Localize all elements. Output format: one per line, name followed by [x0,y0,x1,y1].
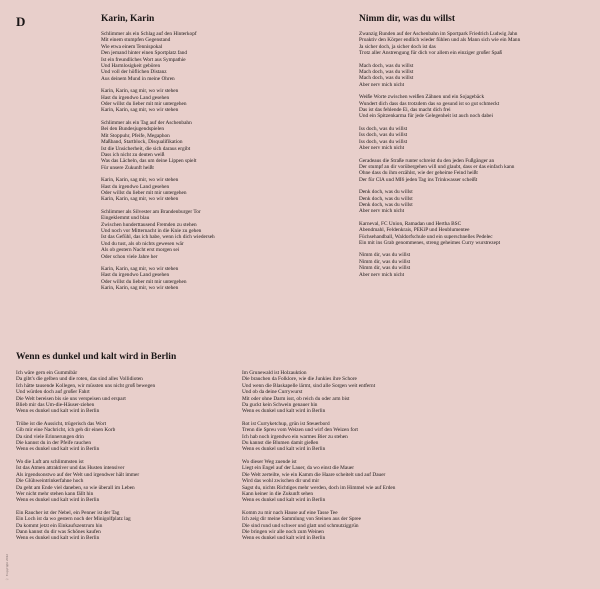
lyric-line: Aber nerv mich nicht [359,145,405,152]
lyric-line: Aber nerv mich nicht [359,81,405,88]
lyrics-karin [101,31,351,298]
lyric-line: Wenn es dunkel und kalt wird in Berlin [242,408,326,415]
lyric-stanza [359,63,594,89]
lyric-line: Ist ein freundliches Wort aus Sympathie [101,56,186,63]
lyric-line: Und wenn die Blaskapelle lärmt, sind alle Sorgen weit entfernt [242,382,376,389]
lyric-stanza [359,252,594,278]
song-title-nimm-dir: Nimm dir, was du willst [359,14,455,24]
lyric-line: Proaktiv den Körper endlich wieder fühlen und als Mann sich wie ein Mann [359,37,521,44]
lyric-line: Aus deinem Mund in meine Ohren [101,75,175,82]
lyric-line: Wenn es dunkel und kalt wird in Berlin [16,446,100,453]
lyric-line: Ohne dass du ihm erzählst, wie der geheime Feind heißt [359,170,478,177]
lyric-line: Das ist das fehlende Ei, das macht dich frei [359,107,451,114]
lyric-line: Denk doch, was du willst [359,201,413,208]
lyric-stanza [16,459,236,504]
lyric-line: Oder willst du lieber mit mir untergehen [101,278,187,285]
lyric-line: Wenn es dunkel und kalt wird in Berlin [16,535,100,542]
lyric-stanza [359,221,594,247]
lyric-line: Wenn es dunkel und kalt wird in Berlin [242,535,326,542]
lyric-line: Trotz aller Anstrengung für dich vor allem ein einziger großer Spaß [359,50,503,57]
lyric-line: Bei den Bundesjugendspielen [101,126,164,133]
lyric-line: Als ob gestern Nacht erst morgen sei [101,247,180,254]
lyric-line: Ein mit ins Grab genommenes, streng geheimes Curry wurstrezept [359,239,501,246]
lyric-line: Da geht am Ende viel daneben, so wie überall im Leben [16,484,135,491]
lyric-line: Ist das Gefühl, das ich habe, wenn ich dich wiederseh [101,234,215,241]
lyric-line: Weiße Worte zwischen weißen Zähnen und ein Sojagebäck [359,94,485,101]
lyric-line: Ist das Atmen attraktiver und das Husten intensiver [16,465,125,472]
lyric-line: Und du tust, als ob nichts gewesen wär [101,240,184,247]
lyric-line: Wundert dich dass das trotzdem das so gesund ist so gut schmeckt [359,100,500,107]
lyric-line: Die brauchen da Folklore, wie die Junkies ihre Schore [242,376,357,383]
lyric-line: Mit einem stumpfen Gegenstand [101,37,171,44]
lyric-line: Hast du irgendwo Land gesehen [101,183,170,190]
lyric-line: Komm zu mir nach Hause auf eine Tasse Tee [242,509,338,516]
lyric-line: Schlimmer als Silvester am Brandenburger Tor [101,208,201,215]
lyric-stanza [242,370,442,415]
lyric-line: Zwanzig Runden auf der Aschenbahn im Sportpark Friedrich Ludwig Jahn [359,31,518,37]
lyric-line: Schlimmer als ein Schlag auf den Hinterkopf [101,31,197,37]
lyric-line: Kann keiner in die Zukunft sehen [242,490,314,497]
lyric-line: Mach doch, was du willst [359,62,414,69]
lyric-line: Hast du irgendwo Land gesehen [101,94,170,101]
lyric-line: Denk doch, was du willst [359,189,413,196]
lyrics-berlin-col1 [16,370,236,548]
lyric-line: Der für CIA und MI6 jeden Tag ins Trinkwasser scheißt [359,176,478,183]
lyric-line: Ein Loch ist da wo gestern noch der Minigolfplatz lag [16,516,131,523]
lyric-line: Ja sicher doch, ja sicher doch ist das [359,43,436,50]
lyrics-nimm-dir [359,31,594,284]
lyric-line: Im Grunewald ist Holzauktion [242,370,307,376]
lyric-line: Wenn es dunkel und kalt wird in Berlin [16,497,100,504]
lyric-line: Ein Raucher ist der Nebel, ein Penner ist der Tag [16,509,120,516]
lyric-line: Und würden doch auf großer Fahrt [16,389,90,396]
lyric-line: Karin, Karin, sag mir, wo wir stehen [101,107,179,114]
page-letter-marker: D [16,14,26,29]
lyric-line: Und noch vor Mitternacht in die Knie zu gehen [101,227,202,234]
lyric-stanza [101,266,351,292]
lyric-stanza [101,31,351,82]
lyric-line: Nimm dir, was du willst [359,265,411,272]
lyric-line: Zwischen hunderttausend Fremden zu stehen [101,221,197,228]
lyric-stanza [16,370,236,415]
lyric-line: Wenn es dunkel und kalt wird in Berlin [16,408,100,415]
lyric-line: Die kannst du in der Pfeife rauchen [16,440,92,447]
lyric-line: Iss doch, was du willst [359,138,408,145]
lyric-line: Wenn es dunkel und kalt wird in Berlin [242,497,326,504]
lyric-line: Ich wäre gern ein Gummibär [16,370,78,376]
lyric-line: Oder schon viele Jahre her [101,253,158,260]
lyric-line: Da sind viele Erinnerungen drin [16,433,84,440]
lyric-line: Die Glühweintrinkerfahne hoch [16,478,84,485]
lyric-line: Wie etwa einem Tennispokal [101,43,163,50]
lyric-line: Trübe ist die Aussicht, trügerisch das Wort [16,420,107,427]
lyric-line: Aber nerv mich nicht [359,271,405,278]
lyric-line: Nimm dir, was du willst [359,252,411,259]
lyric-line: Iss doch, was du willst [359,132,408,139]
lyric-line: Mach doch, was du willst [359,69,414,76]
lyric-line: Oder willst du lieber mit mir untergehen [101,101,187,108]
lyric-line: Die sind rund und schwer und glatt und schmutziggrün [242,522,359,529]
lyric-line: Iss doch, was du willst [359,125,408,132]
lyric-line: Dass ich nicht zu deuten weiß [101,151,165,158]
lyric-line: Wo dieser Weg zuende ist [242,458,297,465]
lyric-line: Rot ist Curryketchup, grün ist Steuerbord [242,420,330,427]
lyric-line: Aber nerv mich nicht [359,208,405,215]
lyric-line: Nimm dir, was du willst [359,258,411,265]
lyric-line: Wenn es dunkel und kalt wird in Berlin [242,446,326,453]
lyric-line: Den jemand hinter einen Sportplatz fand [101,50,188,57]
lyric-line: Da guckt kein Schwein genauer hin [242,402,318,409]
lyrics-berlin-col2 [242,370,442,548]
lyric-line: Der stumpf an dir vorübergehen will und glaubt, dass er das einfach kann [359,163,515,170]
lyric-line: Da gibt's die gelben und die roten, das sind alles Vollidioten [16,376,143,383]
lyric-line: Oder willst du lieber mit mir untergehen [101,189,187,196]
song-title-karin: Karin, Karin [101,14,155,24]
lyric-line: Blieb mir das Um-die-Häuser-ziehen [16,402,95,409]
lyric-line: Wer nicht mehr stehen kann fällt hin [16,490,94,497]
lyric-stanza [242,510,442,542]
lyric-line: Schlimmer als ein Tag auf der Aschenbahn [101,119,192,126]
lyric-line: Und ob da deine Currywurst [242,389,303,396]
lyric-line: Und voll der höflichen Distanz [101,69,167,76]
lyric-line: Abendmahl, Feldenkrais, PEKiP und Heublumentee [359,227,470,234]
lyric-line: Mit Stoppuhr, Pfeife, Megaphon [101,132,170,139]
lyric-line: Du kannst die Blumen damit gießen [242,440,319,447]
lyric-line: Karin, Karin, sag mir, wo wir stehen [101,285,179,292]
lyric-line: Hast du irgendwo Land gesehen [101,272,170,279]
lyric-line: Dann kannst du dir was Schönes kaufen [16,528,101,535]
lyric-line: Karin, Karin, sag mir, wo wir stehen [101,196,179,203]
lyric-line: Liegt ein Engel auf der Lauer, da wo einst die Mauer [242,465,355,472]
lyric-line: Füchsehandball, Waldorfschule und ein superschnelles Pedelec [359,233,493,240]
lyric-stanza [359,189,594,215]
lyric-line: Maßband, Startblock, Disqualifikation [101,139,183,146]
lyric-line: Karin, Karin, sag mir, wo wir stehen [101,177,179,184]
lyric-line: Die Welt bereisen bis sie uns verspeisen und erspart [16,395,126,402]
lyric-line: Als irgendsonstwo auf der Welt und irgendwer hält immer [16,471,140,478]
lyric-stanza [359,158,594,184]
lyric-stanza [101,120,351,171]
lyric-line: Was das Lächeln, das um deine Lippen spielt [101,158,197,165]
lyric-line: Und Harmlosigkeit gebören [101,63,161,70]
lyric-line: Ich hätte tausende Kollegen, wir müssten uns nicht groß bewegen [16,382,156,389]
lyric-line: Gib mir eine Nachricht, ich geh dir einen Korb [16,427,116,434]
lyric-line: Da kommt jetzt ein Einkaufszentrum hin [16,522,103,529]
lyric-line: Sagst du, nichts Richtiges mehr werden, doch im Himmel wie auf Erden [242,484,396,491]
lyric-line: Karneval, FC Union, Ramadan und Hertha BSC [359,220,462,227]
lyric-line: Karin, Karin, sag mir, wo wir stehen [101,88,179,95]
lyric-line: Wird das wohl zwischen dir und mir [242,478,320,485]
lyric-line: Ich zeig dir meine Sammlung von Steinen aus der Spree [242,516,362,523]
lyric-stanza [359,126,594,152]
lyric-line: Geradeaus die Straße runter schreist du den jeden Fußgänger an [359,157,495,164]
lyric-stanza [359,31,594,57]
lyric-line: Die bringen wir alle noch zum Weinen [242,528,324,535]
lyric-stanza [101,209,351,260]
lyric-line: Mit oder ohne Darm isst, ob reich du oder arm bist [242,395,350,402]
lyric-stanza [101,88,351,114]
lyric-line: Die Welt zerteilte, wie ein Kamm die Haare scheitelt und auf Dauer [242,471,386,478]
lyric-line: Mach doch, was du willst [359,75,414,82]
lyric-line: Für unsere Zukunft heißt [101,164,154,171]
lyric-stanza [16,510,236,542]
lyric-line: Trenn die Spreu vom Weizen und wirf den Weizen fort [242,427,358,434]
lyric-stanza [101,177,351,203]
lyric-stanza [16,421,236,453]
lyric-line: Ist die Unsicherheit, die sich daraus ergibt [101,145,191,152]
lyric-line: Karin, Karin, sag mir, wo wir stehen [101,266,179,272]
lyric-line: Ich hab noch irgendwo ein warmes Bier zu stehen [242,433,348,440]
lyric-stanza [242,459,442,504]
lyric-line: Wo die Luft am schlimmsten ist [16,458,84,465]
lyric-stanza [242,421,442,453]
lyric-line: Und ein Spitzenkarma für jede Gelegenheit ist auch noch dabei [359,113,493,120]
lyric-line: Eingeklemmt und blau [101,215,150,222]
lyric-stanza [359,94,594,120]
song-title-berlin: Wenn es dunkel und kalt wird in Berlin [16,352,177,362]
lyric-line: Denk doch, was du willst [359,195,413,202]
copyright-credit: © Copyright 2012 [5,554,9,581]
